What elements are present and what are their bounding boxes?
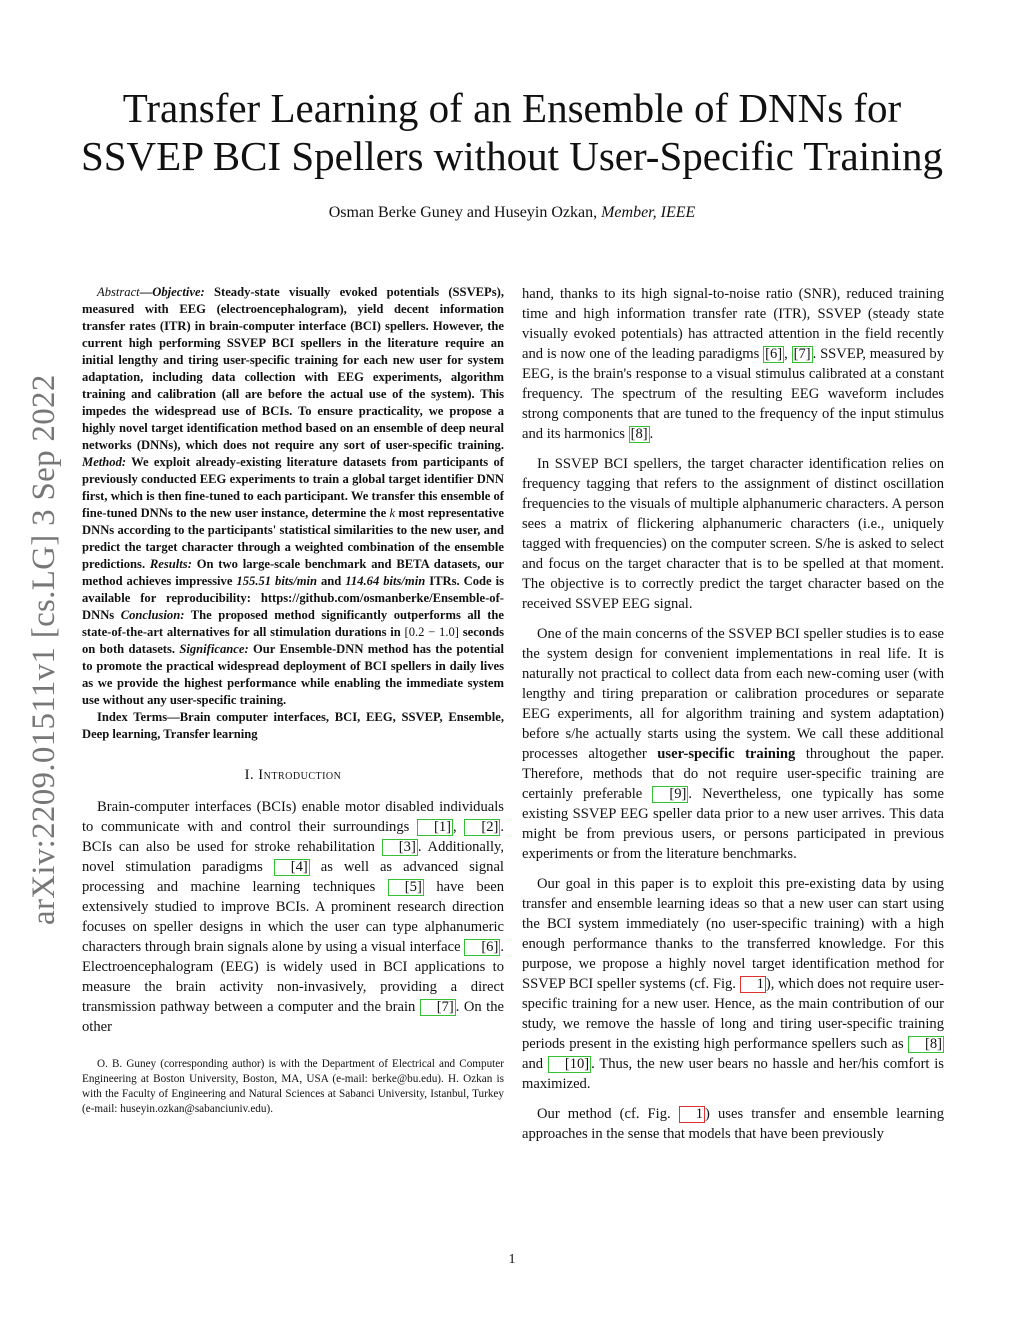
intro-text: . Electroencephalogram (EEG) is widely used in BCI applications to measure the brain activity non-invasively, providing a direct transmission pathway between a computer and the brain (82, 939, 504, 1015)
right-paragraph-4 (522, 874, 944, 1094)
intro-paragraph-1 (82, 797, 504, 1037)
title-line-2: SSVEP BCI Spellers without User-Specific Training (80, 133, 944, 179)
section-title: Introduction (258, 767, 342, 783)
body-text: . (649, 426, 654, 442)
index-terms-text: —Brain computer interfaces, BCI, EEG, SSVEP, Ensemble, Deep learning, Transfer learning (82, 710, 505, 741)
arxiv-identifier: arXiv:2209.01511v1 [cs.LG] 3 Sep 2022 (26, 374, 62, 926)
left-column (82, 284, 504, 1117)
abstract-objective: Steady-state visually evoked potentials (SSVEPs), measured with EEG (electroencephalogram), yield decent information transfer rates (ITR) in brain-computer interface (BCI) spellers. However, the current high performing SSVEP BCI spellers in the literature require an initial lengthy and tiring user-specific training for each new user for system adaptation, including data collection with EEG experiments, algorithm training and calibration (all are before the actual use of the system). This impedes the widespread use of BCIs. To ensure practicality, we propose a highly novel target identification method based on an ensemble of deep neural networks (DNNs), which does not require any sort of user-specific training. (82, 285, 504, 452)
body-text: Our method (cf. Fig. (537, 1106, 679, 1122)
intro-text: , (453, 819, 465, 835)
abstract-and-word: and (317, 574, 346, 588)
index-terms (82, 709, 504, 743)
title-line-1: Transfer Learning of an Ensemble of DNNs for (122, 85, 902, 131)
right-paragraph-3 (522, 624, 944, 864)
right-column (522, 284, 944, 1144)
abstract-label: Abstract (97, 285, 140, 299)
intro-text: Brain-computer interfaces (BCIs) enable motor disabled individuals to communicate with and control their surroundings (82, 799, 504, 835)
body-text: , (784, 346, 792, 362)
right-paragraph-5 (522, 1104, 944, 1144)
abstract-itr-1: 155.51 bits/min (236, 574, 318, 588)
body-text: hand, thanks to its high signal-to-noise ratio (SNR), reduced training time and high information transfer rate (ITR), SSVEP (steady state visually evoked potentials) has attracted attention in the field recently and is now one of the leading paradigms (522, 286, 944, 362)
abstract-method-label: Method: (82, 455, 127, 469)
citation-link[interactable]: [8] (908, 1036, 944, 1053)
citation-link[interactable]: [10] (548, 1056, 591, 1073)
abstract (82, 284, 504, 709)
right-paragraph-1 (522, 284, 944, 444)
abstract-conclusion-label: Conclusion: (120, 608, 185, 622)
abstract-results-a: On two large-scale benchmark and BETA datasets, our method achieves impressive (82, 557, 505, 588)
citation-link[interactable]: [4] (274, 859, 310, 876)
index-terms-label: Index Terms (97, 710, 168, 724)
intro-text: . On the other (82, 999, 504, 1035)
citation-link[interactable]: [7] (420, 999, 456, 1016)
body-text: . Nevertheless, one typically has some existing SSVEP EEG speller data prior to a new user arrives. This data might be from previous users, or persons participated in previous experiments or from the literature benchmarks. (522, 786, 944, 862)
abstract-significance-label: Significance: (179, 642, 249, 656)
citation-link[interactable]: [3] (382, 839, 418, 856)
citation-link[interactable]: [6] (464, 939, 500, 956)
body-text: . Thus, the new user bears no hassle and her/his comfort is maximized. (522, 1056, 944, 1092)
section-numeral: I. (244, 767, 259, 783)
abstract-itr-2: 114.64 bits/min (345, 574, 426, 588)
intro-text: . BCIs can also be used for stroke rehabilitation (82, 819, 505, 855)
emphasis-user-specific-training: user-specific training (657, 746, 796, 762)
abstract-method-b: most representative DNNs according to the participants' statistical similarities to the new user, and predict the target character through a weighted combination of the ensemble predictions. (82, 506, 504, 571)
body-text: throughout the paper. Therefore, methods that do not require user-specific training are certainly preferable (522, 746, 944, 802)
section-heading-introduction (82, 765, 504, 785)
citation-link[interactable]: [2] (464, 819, 500, 836)
abstract-significance: Our Ensemble-DNN method has the potential to promote the practical widespread deployment of BCI spellers in daily lives as we provide the highest performance while enabling the immediate system use without any user-specific training. (82, 642, 504, 707)
citation-link[interactable]: [8] (630, 426, 648, 442)
citation-link[interactable]: [9] (652, 786, 688, 803)
abstract-objective-label: —Objective: (139, 285, 205, 299)
abstract-method-a: We exploit already-existing literature datasets from participants of previously conducted EEG experiments to train a global target identifier DNN first, which is then fine-tuned to each participant. We transfer this ensemble of fine-tuned DNNs to the new user instance, determine the (82, 455, 504, 520)
abstract-results-label: Results: (149, 557, 192, 571)
body-text: ) uses transfer and ensemble learning approaches in the sense that models that have been previously (522, 1106, 944, 1142)
intro-text: have been extensively studied to improve BCIs. A prominent research direction focuses on speller designs in which the user can type alphanumeric characters through brain signals alone by using a visual interface (82, 879, 504, 955)
paper-title (60, 84, 964, 180)
citation-link[interactable]: [1] (417, 819, 453, 836)
abstract-k-variable: k (389, 506, 396, 520)
author-footnote: O. B. Guney (corresponding author) is with the Department of Electrical and Computer Engineering at Boston University, Boston, MA, USA (e-mail: berke@bu.edu). H. Ozkan is with the Faculty of Engineering and Natural Sciences at Sabanci University, Istanbul, Turkey (e-mail: huseyin.ozkan@sabanciuniv.edu). (82, 1058, 504, 1115)
body-text: ), which does not require user-specific training for a new user. Hence, as the main contribution of our study, we remove the hassle of long and tiring user-specific training periods present in the existing high performance spellers such as (522, 976, 944, 1052)
body-text: One of the main concerns of the SSVEP BCI speller studies is to ease the system design for convenient implementations in real life. It is naturally not practical to collect data from each new-coming user (with lengthy and tiring preparation or calibration procedures or separate EEG experiments, all for algorithm training and system adaptation) before s/he actually starts using the system. We call these additional processes altogether (522, 626, 944, 762)
author-names: Osman Berke Guney and Huseyin Ozkan, (328, 204, 602, 221)
abstract-conclusion-b: seconds on both datasets. (82, 625, 504, 656)
abstract-results-b: ITRs. Code is available for reproducibility: https://github.com/osmanberke/Ensemble-of-DNNs (82, 574, 504, 622)
author-membership: Member, IEEE (601, 204, 696, 221)
abstract-conclusion-a: The proposed method significantly outperforms all the state-of-the-art alternatives for all stimulation durations in (82, 608, 504, 639)
citation-link[interactable]: [7] (793, 346, 811, 362)
citation-link[interactable]: [5] (388, 879, 424, 896)
figure-link[interactable]: 1 (740, 976, 766, 993)
body-text: and (522, 1056, 548, 1072)
abstract-interval: [0.2 − 1.0] (404, 625, 459, 639)
right-paragraph-2: In SSVEP BCI spellers, the target character identification relies on frequency tagging that refers to the assignment of distinct oscillation frequencies to the visuals of multiple alphanumeric characters. A person sees a matrix of flickering alphanumeric characters (i.e., uniquely tagged with frequencies) on the computer screen. S/he is asked to select and focus on the target character that is to be spelled at that moment. The objective is to correctly predict the target character based on the received SSVEP EEG signal. (522, 456, 944, 612)
body-text: . SSVEP, measured by EEG, is the brain's response to a visual stimulus calibrated at a constant frequency. The spectrum of the resulting EEG waveform includes strong components that are tuned to the frequency of the input stimulus and its harmonics (522, 346, 945, 442)
author-line (60, 202, 964, 224)
page-number: 1 (508, 1252, 516, 1267)
intro-text: as well as advanced signal processing and machine learning techniques (82, 859, 504, 895)
body-text: Our goal in this paper is to exploit this pre-existing data by using transfer and ensemble learning ideas so that a new user can start using the BCI system immediately (no user-specific training) with a high enough performance thanks to the transferred knowledge. For this purpose, we propose a highly novel target identification method for SSVEP BCI speller systems (cf. Fig. (522, 876, 944, 992)
citation-link[interactable]: [6] (765, 346, 783, 362)
figure-link[interactable]: 1 (679, 1106, 705, 1123)
intro-text: . Additionally, novel stimulation paradigms (82, 839, 505, 875)
